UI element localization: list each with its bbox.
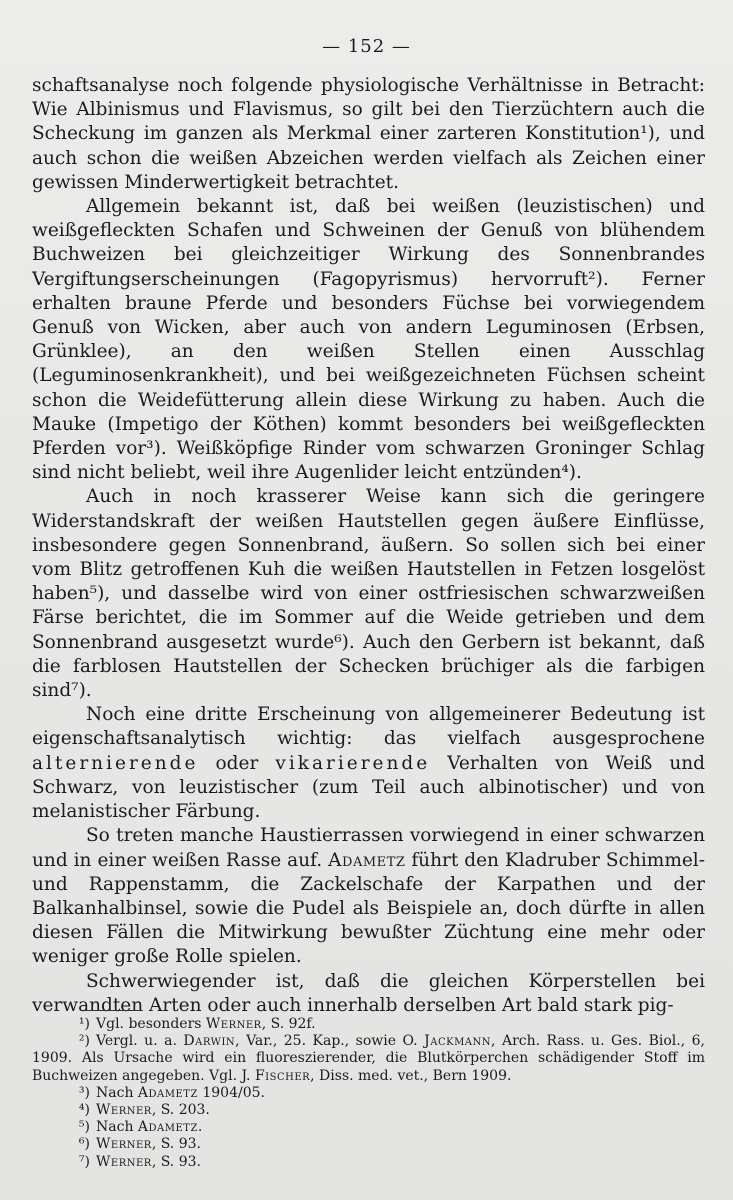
text-run: oder — [198, 752, 276, 774]
author-name: Werner — [205, 1016, 262, 1032]
footnote — [32, 1136, 705, 1153]
paragraph — [32, 824, 705, 969]
author-name: Adametz — [328, 849, 406, 871]
body-text — [32, 74, 705, 1018]
text-run: Vgl. besonders — [96, 1016, 206, 1032]
author-name: Werner — [96, 1102, 152, 1119]
author-name: Darwin — [183, 1033, 236, 1050]
author-name: Adametz — [137, 1119, 198, 1136]
footnote — [32, 1033, 705, 1085]
paragraph: Allgemein bekannt ist, daß bei weißen (leuzistischen) und weißgefleckten Schafen und Schweinen der Genuß von blühendem Buchweizen bei gleichzeitiger Wirkung des Sonnenbrandes Vergiftungserscheinungen (Fagopyrismus) hervorruft²). Ferner erhalten braune Pferde und besonders Füchse bei vorwiegendem Genuß von Wicken, aber auch von andern Leguminosen (Erbsen, Grünklee), an den weißen Stellen einen Ausschlag (Leguminosenkrankheit), und bei weißgezeichneten Füchsen scheint schon die Weidefütterung allein diese Wirkung zu haben. Auch die Mauke (Impetigo der Köthen) kommt besonders bei weißgefleckten Pferden vor³). Weißköpfige Rinder vom schwarzen Groninger Schlag sind nicht beliebt, weil ihre Augenlider leicht entzünden⁴). — [32, 196, 705, 484]
footnote-mark: ⁶) — [78, 1136, 90, 1153]
footnote-mark: ⁵) — [78, 1119, 90, 1136]
author-name: Werner — [96, 1136, 152, 1153]
text-run: , Var., 25. Kap., sowie O. — [235, 1033, 425, 1050]
text-run: Verhalten von Weiß und Schwarz, von leuzistischer (zum Teil auch albinotischer) und von melanistischer Färbung. — [32, 752, 705, 823]
text-run: Vergl. u. a. — [96, 1033, 184, 1050]
footnote — [32, 1016, 705, 1033]
text-run: , S. 203. — [151, 1102, 210, 1119]
paragraph: Auch in noch krasserer Weise kann sich die geringere Widerstandskraft der weißen Hautstellen gegen äußere Einflüsse, insbesondere gegen Sonnenbrand, äußern. So sollen sich bei einer vom Blitz getroffenen Kuh die weißen Hautstellen in Fetzen losgelöst haben⁵), und dasselbe wird von einer ostfriesischen schwarzweißen Färse berichtet, die im Sommer auf die Weide getrieben und dem Sonnenbrand ausgesetzt wurde⁶). Auch den Gerbern ist bekannt, daß die farblosen Hautstellen der Schecken brüchiger als die farbigen sind⁷). — [32, 486, 705, 702]
text-run: , Diss. med. vet., Bern 1909. — [310, 1067, 512, 1084]
footnote — [32, 1119, 705, 1136]
text-run: führt den Kladruber Schimmel- und Rappenstamm, die Zackelschafe der Karpathen und der Balkanhalbinsel, sowie die Pudel als Beispiele an, doch dürfte in allen diesen Fällen die Mitwirkung bewußter Züchtung eine mehr oder weniger große Rolle spielen. — [32, 849, 705, 968]
spaced-term: vikarierende — [275, 752, 431, 774]
text-run: , S. 93. — [151, 1136, 201, 1153]
author-name: Fischer — [254, 1067, 311, 1084]
footnote-mark: ⁴) — [78, 1102, 90, 1119]
text-run: Nach — [96, 1084, 138, 1101]
footnotes — [32, 1016, 705, 1171]
footnote-divider — [83, 1010, 141, 1011]
page-number: — 152 — — [322, 36, 411, 57]
author-name: Werner — [96, 1153, 152, 1170]
paragraph: schaftsanalyse noch folgende physiologische Verhältnisse in Betracht: Wie Albinismus und Flavismus, so gilt bei den Tierzüchtern auch die Scheckung im ganzen als Merkmal einer zarteren Konstitution¹), und auch schon die weißen Abzeichen werden vielfach als Zeichen einer gewissen Minderwertigkeit betrachtet. — [32, 75, 705, 193]
footnote-mark: ³) — [78, 1084, 90, 1101]
footnote-mark: ²) — [78, 1033, 90, 1050]
text-run: 1904/05. — [197, 1084, 265, 1101]
footnote — [32, 1085, 705, 1102]
paragraph — [32, 703, 705, 824]
text-run: , S. 92f. — [261, 1016, 316, 1032]
footnote-mark: ⁷) — [78, 1153, 90, 1170]
author-name: Adametz — [137, 1084, 198, 1101]
spaced-term: alternierende — [32, 752, 199, 774]
text-run: So treten manche Haustierrassen vorwiegend in einer schwarzen und in einer weißen Rasse auf. — [32, 825, 705, 871]
text-run: . — [197, 1119, 203, 1136]
footnote — [32, 1102, 705, 1119]
text-run: , Arch. Rass. u. Ges. Biol., 6, 1909. Als Ursache wird ein fluoreszierender, die Blutkörperchen schädigender Stoff im Buchweizen angegeben. Vgl. J. — [32, 1033, 706, 1084]
footnote-mark: ¹) — [78, 1016, 90, 1032]
footnote — [32, 1154, 705, 1171]
text-run: Nach — [96, 1119, 138, 1136]
text-run: , S. 93. — [151, 1153, 201, 1170]
paragraph: Schwerwiegender ist, daß die gleichen Körperstellen bei verwandten Arten oder auch innerhalb derselben Art bald stark pig- — [32, 970, 705, 1016]
text-run: Noch eine dritte Erscheinung von allgemeinerer Bedeutung ist eigenschaftsanalytisch wichtig: das vielfach ausgesprochene — [32, 704, 705, 750]
author-name: Jackmann — [424, 1033, 492, 1050]
